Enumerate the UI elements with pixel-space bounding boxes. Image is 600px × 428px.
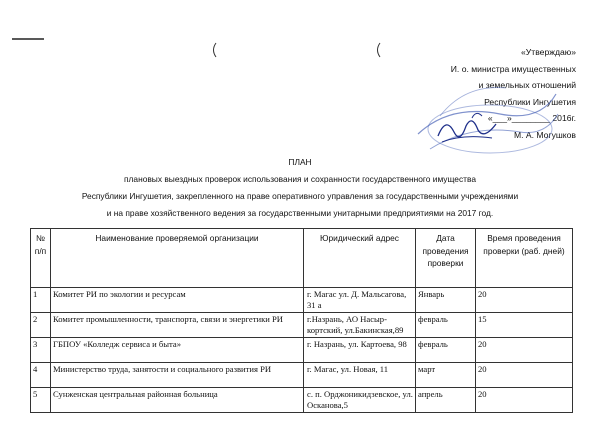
header-date: Дата проведения проверки bbox=[416, 229, 476, 288]
cell-addr: г. Назрань, ул. Картоева, 98 bbox=[304, 338, 416, 363]
cell-org: Комитет РИ по экологии и ресурсам bbox=[51, 288, 304, 313]
cell-addr: г. Магас ул. Д. Мальсагова, 31 а bbox=[304, 288, 416, 313]
cell-date: февраль bbox=[416, 313, 476, 338]
cell-days: 20 bbox=[476, 338, 573, 363]
table-row bbox=[31, 313, 573, 338]
cell-org: Сунженская центральная районная больница bbox=[51, 388, 304, 413]
plan-subtitle-line-3: и на праве хозяйственного ведения за государственными унитарными предприятиями на 2017 год. bbox=[106, 208, 494, 218]
approval-date-line: «___»________ 2016г. bbox=[487, 113, 576, 123]
cell-addr: г.Назрань, АО Насыр-кортский, ул.Бакинская,89 bbox=[304, 313, 416, 338]
inspection-table bbox=[30, 228, 573, 413]
cell-addr: с. п. Орджоникидзевское, ул. Осканова,5 bbox=[304, 388, 416, 413]
cell-days: 20 bbox=[476, 288, 573, 313]
plan-title-block bbox=[0, 154, 600, 222]
cell-date: февраль bbox=[416, 338, 476, 363]
approval-line-2: И. о. министра имущественных bbox=[450, 63, 576, 74]
header-org: Наименование проверяемой организации bbox=[51, 229, 304, 288]
approval-line-4: Республики Ингушетия bbox=[484, 96, 576, 107]
scan-mark-dash bbox=[12, 36, 46, 42]
cell-org: ГБПОУ «Колледж сервиса и быта» bbox=[51, 338, 304, 363]
cell-org: Комитет промышленности, транспорта, связи и энергетики РИ bbox=[51, 313, 304, 338]
scan-mark-paren-left bbox=[210, 42, 218, 58]
plan-subtitle-line-2: Республики Ингушетия, закрепленного на праве оперативного управления за государственными учреждениями bbox=[81, 191, 519, 201]
cell-date: Январь bbox=[416, 288, 476, 313]
header-time: Время проведения проверки (раб. дней) bbox=[476, 229, 573, 288]
approval-line-3: и земельных отношений bbox=[478, 80, 576, 90]
cell-days: 20 bbox=[476, 388, 573, 413]
cell-num: 5 bbox=[31, 388, 51, 413]
cell-org: Министерство труда, занятости и социального развития РИ bbox=[51, 363, 304, 388]
header-num: № п/п bbox=[31, 229, 51, 288]
table-row bbox=[31, 388, 573, 413]
table-header-row bbox=[31, 229, 573, 288]
signature-graphic bbox=[432, 106, 502, 151]
cell-num: 3 bbox=[31, 338, 51, 363]
table-row bbox=[31, 288, 573, 313]
cell-date: апрель bbox=[416, 388, 476, 413]
approval-signatory: М. А. Могушков bbox=[513, 129, 576, 140]
cell-addr: г. Магас, ул. Новая, 11 bbox=[304, 363, 416, 388]
cell-days: 20 bbox=[476, 363, 573, 388]
approval-line-1: «Утверждаю» bbox=[521, 47, 576, 57]
plan-subtitle-line-1: плановых выездных проверок использования и сохранности государственного имущества bbox=[124, 174, 476, 184]
table-row bbox=[31, 363, 573, 388]
scan-mark-paren-right bbox=[374, 42, 382, 58]
cell-num: 4 bbox=[31, 363, 51, 388]
plan-heading: ПЛАН bbox=[288, 157, 312, 167]
table-row bbox=[31, 338, 573, 363]
cell-num: 2 bbox=[31, 313, 51, 338]
cell-days: 15 bbox=[476, 313, 573, 338]
cell-date: март bbox=[416, 363, 476, 388]
header-addr: Юридический адрес bbox=[304, 229, 416, 288]
cell-num: 1 bbox=[31, 288, 51, 313]
